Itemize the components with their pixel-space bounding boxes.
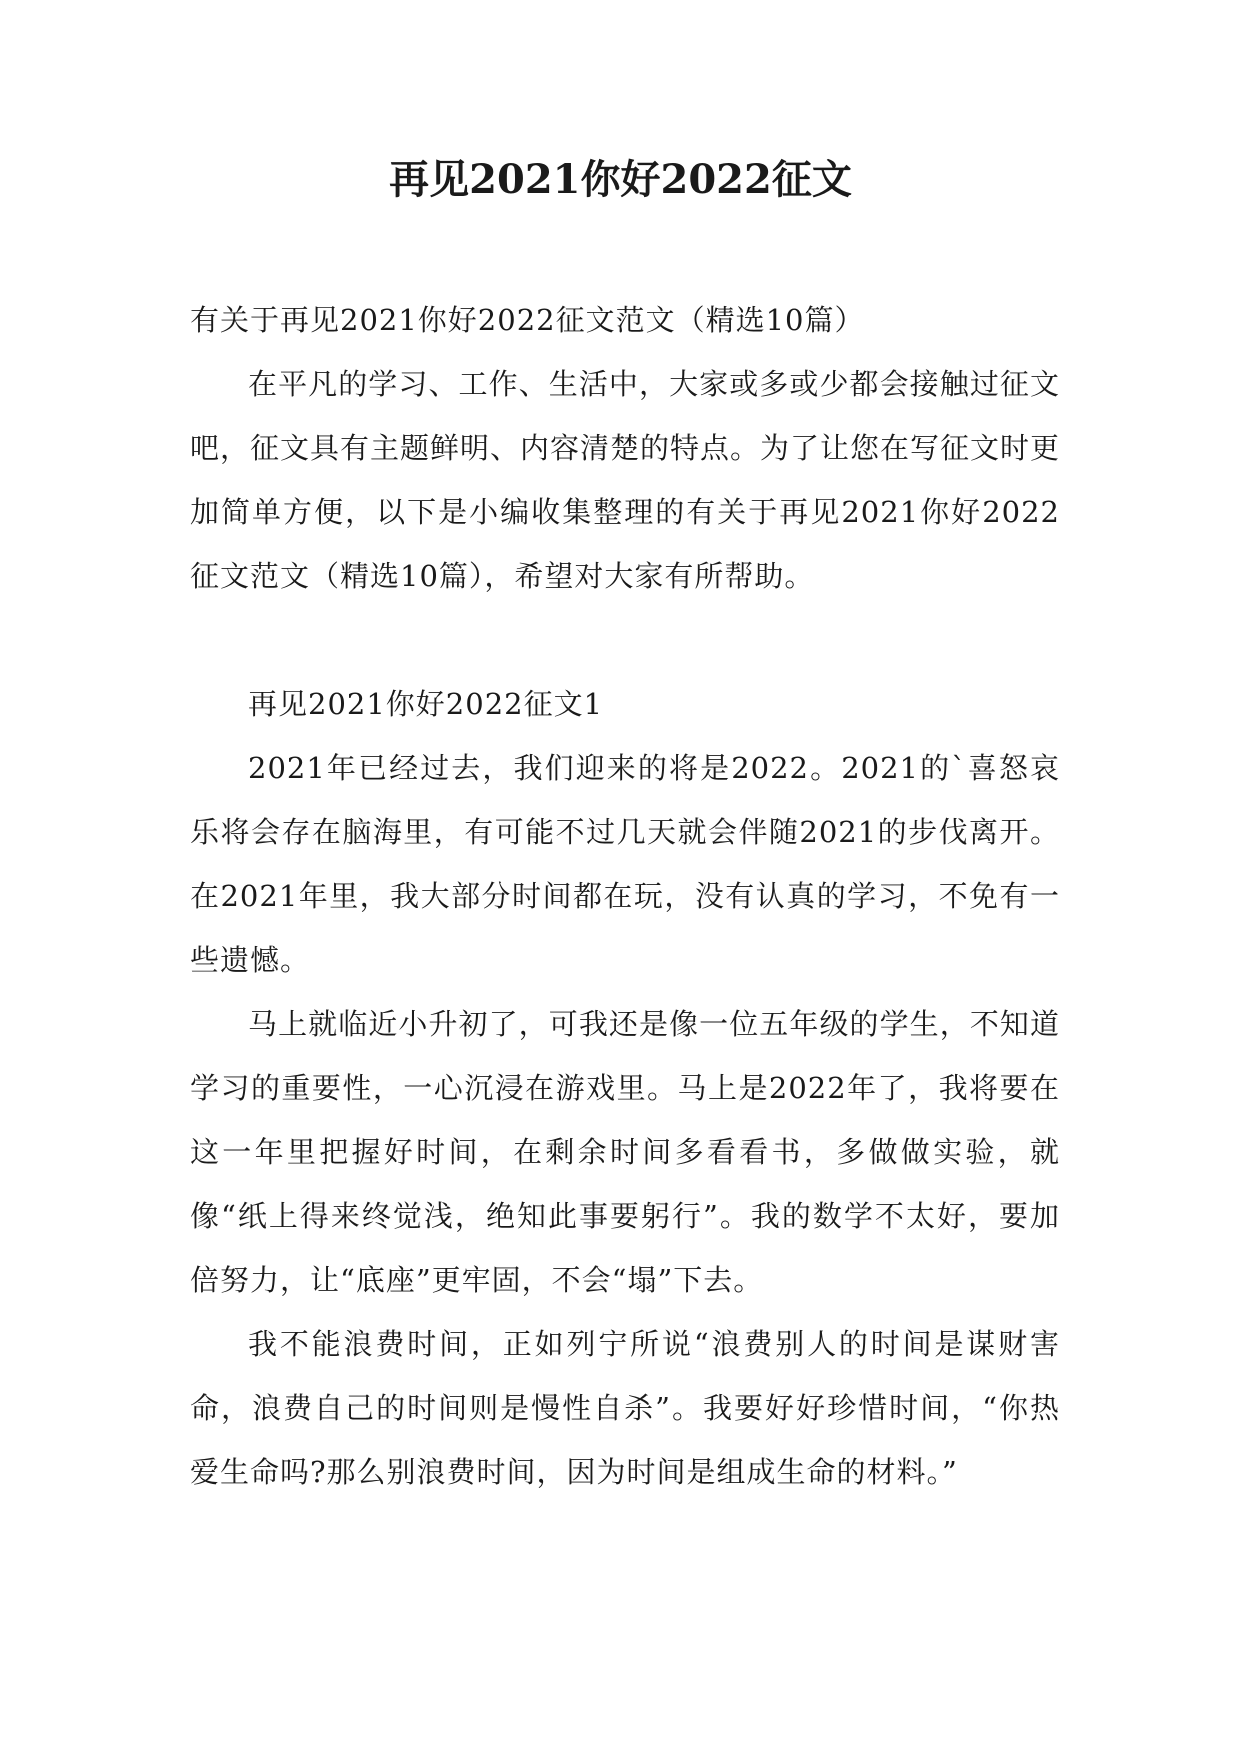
document-subtitle: 有关于再见2021你好2022征文范文（精选10篇） bbox=[190, 303, 865, 337]
body-paragraph-1: 2021年已经过去，我们迎来的将是2022。2021的`喜怒哀乐将会存在脑海里，有可能不过几天就会伴随2021的步伐离开。在2021年里，我大部分时间都在玩，没有认真的学习，不免有一些遗憾。 bbox=[190, 751, 1060, 977]
intro-paragraph: 在平凡的学习、工作、生活中，大家或多或少都会接触过征文吧，征文具有主题鲜明、内容清楚的特点。为了让您在写征文时更加简单方便，以下是小编收集整理的有关于再见2021你好2022征文范文（精选10篇），希望对大家有所帮助。 bbox=[190, 367, 1061, 593]
body-paragraph-3: 我不能浪费时间，正如列宁所说“浪费别人的时间是谋财害命，浪费自己的时间则是慢性自杀”。我要好好珍惜时间，“你热爱生命吗?那么别浪费时间，因为时间是组成生命的材料。” bbox=[190, 1327, 1060, 1489]
document-body bbox=[190, 288, 1060, 1504]
section-spacer bbox=[190, 608, 1060, 672]
body-paragraph-2: 马上就临近小升初了，可我还是像一位五年级的学生，不知道学习的重要性，一心沉浸在游戏里。马上是2022年了，我将要在这一年里把握好时间，在剩余时间多看看书，多做做实验，就像“纸上得来终觉浅，绝知此事要躬行”。我的数学不太好，要加倍努力，让“底座”更牢固，不会“塌”下去。 bbox=[190, 1007, 1060, 1297]
document-title: 再见2021你好2022征文 bbox=[389, 156, 852, 203]
section-heading: 再见2021你好2022征文1 bbox=[248, 687, 604, 721]
